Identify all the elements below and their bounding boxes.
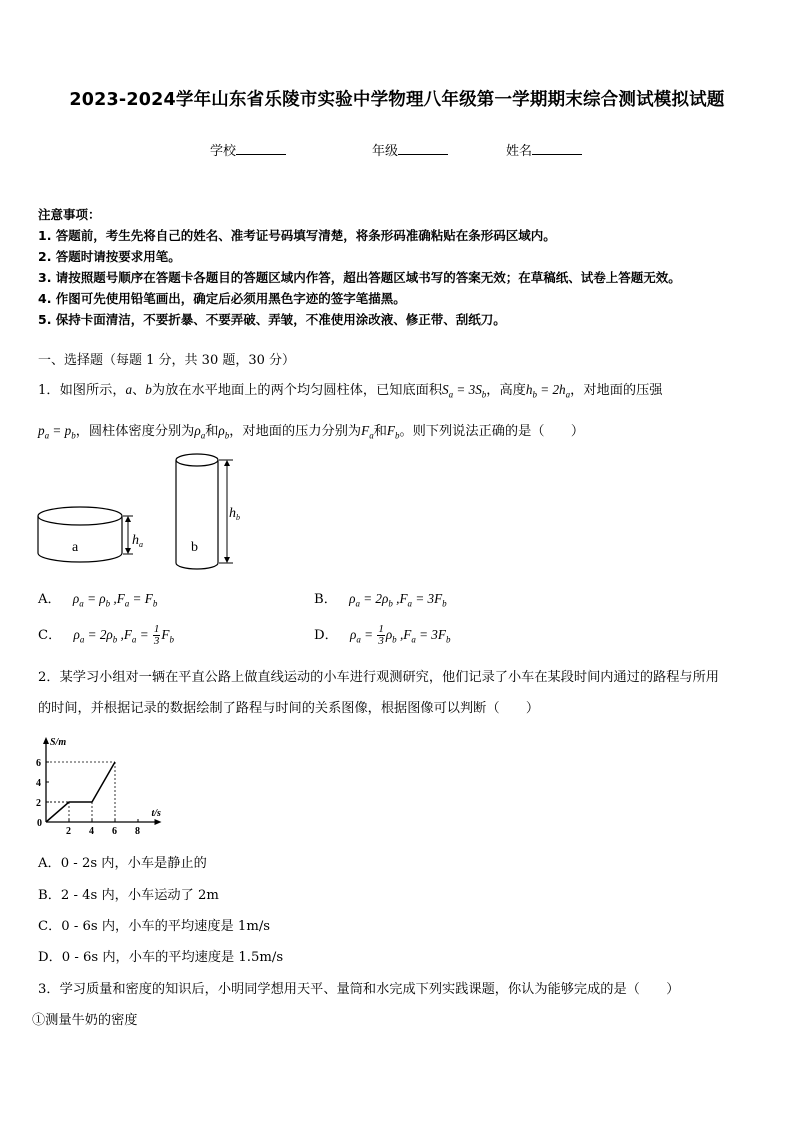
eq-height: $h_b = 2h_a$ xyxy=(525,382,571,400)
origin-label: 0 xyxy=(37,818,42,829)
x-axis-label: t/s xyxy=(151,808,161,819)
q1-text: 、 xyxy=(132,383,146,398)
height-b-label: $h_b$ xyxy=(229,506,240,522)
var-b: b xyxy=(145,382,152,397)
cylinder-a-label: a xyxy=(72,540,79,555)
name-blank[interactable] xyxy=(532,142,582,155)
x-tick-label: 6 xyxy=(112,826,117,837)
force-b: $F_b$ xyxy=(386,423,400,441)
q1-option-d[interactable]: D． $\rho_a$ = $\frac{1}{3}$ $\rho_b$ $,F_a = 3F_b$ xyxy=(314,623,451,648)
height-a-label: $h_a$ xyxy=(132,533,143,549)
q3-line1: 3．学习质量和密度的知识后，小明同学想用天平、量筒和水完成下列实践课题，你认为能够完成的是（ ） xyxy=(38,982,680,997)
x-tick-label: 8 xyxy=(135,826,140,837)
q1-line1 xyxy=(38,379,662,400)
school-blank[interactable] xyxy=(236,142,286,155)
q1-option-c[interactable]: C． $\rho_a = 2\rho_b$ $,F_a$ = $\frac{1}{3}$ $F_b$ xyxy=(38,623,174,648)
q1-text: 为放在水平地面上的两个均匀圆柱体，已知底面积 xyxy=(151,383,443,398)
school-label: 学校 xyxy=(210,144,237,159)
eq-pressure: $p_a = p_b$ xyxy=(38,423,76,441)
y-tick-label: 4 xyxy=(36,778,41,789)
note-item: 4. 作图可先使用铅笔画出，确定后必须用黑色字迹的签字笔描黑。 xyxy=(38,291,406,306)
school-field xyxy=(210,140,286,159)
page-title: 2023-2024学年山东省乐陵市实验中学物理八年级第一学期期末综合测试模拟试题 xyxy=(69,90,725,110)
q1-text: 1．如图所示， xyxy=(38,383,126,398)
q2-option-c[interactable]: C．0 - 6s 内，小车的平均速度是 1m/s xyxy=(38,919,271,934)
grade-blank[interactable] xyxy=(398,142,448,155)
section-heading: 一、选择题（每题 1 分，共 30 题，30 分） xyxy=(38,353,296,368)
y-tick-label: 2 xyxy=(36,798,41,809)
name-field xyxy=(506,140,582,159)
note-item: 1. 答题前，考生先将自己的姓名、准考证号码填写清楚，将条形码准确粘贴在条形码区域内。 xyxy=(38,228,556,243)
x-tick-label: 4 xyxy=(89,826,94,837)
q1-text: 。则下列说法正确的是（ ） xyxy=(399,424,585,439)
q1-text: 和 xyxy=(205,424,219,439)
q1-option-b[interactable]: B． $\rho_a = 2\rho_b$ $,F_a = 3F_b$ xyxy=(314,591,447,609)
note-item: 2. 答题时请按要求用笔。 xyxy=(38,249,181,264)
force-a: $F_a$ xyxy=(361,423,374,441)
q1-text: ，对地面的压力分别为 xyxy=(229,424,362,439)
rho-a: $\rho_a$ xyxy=(194,423,206,441)
y-axis-label: S/m xyxy=(50,737,67,748)
name-label: 姓名 xyxy=(506,144,533,159)
grade-label: 年级 xyxy=(372,144,399,159)
series-line xyxy=(46,762,115,822)
q1-cylinder-figure xyxy=(30,450,250,575)
q1-text: ，圆柱体密度分别为 xyxy=(75,424,195,439)
q1-option-a[interactable]: A． $\rho_a = \rho_b$ $,F_a = F_b$ xyxy=(38,591,158,609)
q2-option-a[interactable]: A．0 - 2s 内，小车是静止的 xyxy=(38,856,207,871)
note-item: 5. 保持卡面清洁，不要折暴、不要弄破、弄皱，不准使用涂改液、修正带、刮纸刀。 xyxy=(38,312,506,327)
note-item: 3. 请按照题号顺序在答题卡各题目的答题区域内作答，超出答题区域书写的答案无效；在草稿纸、试卷上答题无效。 xyxy=(38,270,681,285)
rho-b: $\rho_b$ xyxy=(218,423,230,441)
q2-line2: 的时间，并根据记录的数据绘制了路程与时间的关系图像，根据图像可以判断（ ） xyxy=(38,701,540,716)
q2-line1: 2．某学习小组对一辆在平直公路上做直线运动的小车进行观测研究，他们记录了小车在某段时间内通过的路程与所用 xyxy=(38,670,719,685)
q1-line2 xyxy=(38,420,584,441)
y-tick-label: 6 xyxy=(36,758,41,769)
notes-block xyxy=(38,204,681,330)
x-axis-arrow xyxy=(155,819,162,825)
q1-text: ，高度 xyxy=(486,383,526,398)
q1-text: 和 xyxy=(373,424,387,439)
cylinder-b-label: b xyxy=(191,540,198,555)
y-axis-arrow xyxy=(43,737,49,744)
q2-option-b[interactable]: B．2 - 4s 内，小车运动了 2m xyxy=(38,888,219,903)
q2-distance-time-chart xyxy=(30,728,190,840)
q3-item1: ①测量牛奶的密度 xyxy=(32,1013,138,1028)
var-a: a xyxy=(125,382,133,397)
eq-area: $S_a = 3S_b$ xyxy=(442,382,487,400)
notes-heading: 注意事项： xyxy=(38,207,101,222)
x-tick-label: 2 xyxy=(66,826,71,837)
grade-field xyxy=(372,140,448,159)
q2-option-d[interactable]: D．0 - 6s 内，小车的平均速度是 1.5m/s xyxy=(38,950,284,965)
q1-text: ，对地面的压强 xyxy=(570,383,663,398)
